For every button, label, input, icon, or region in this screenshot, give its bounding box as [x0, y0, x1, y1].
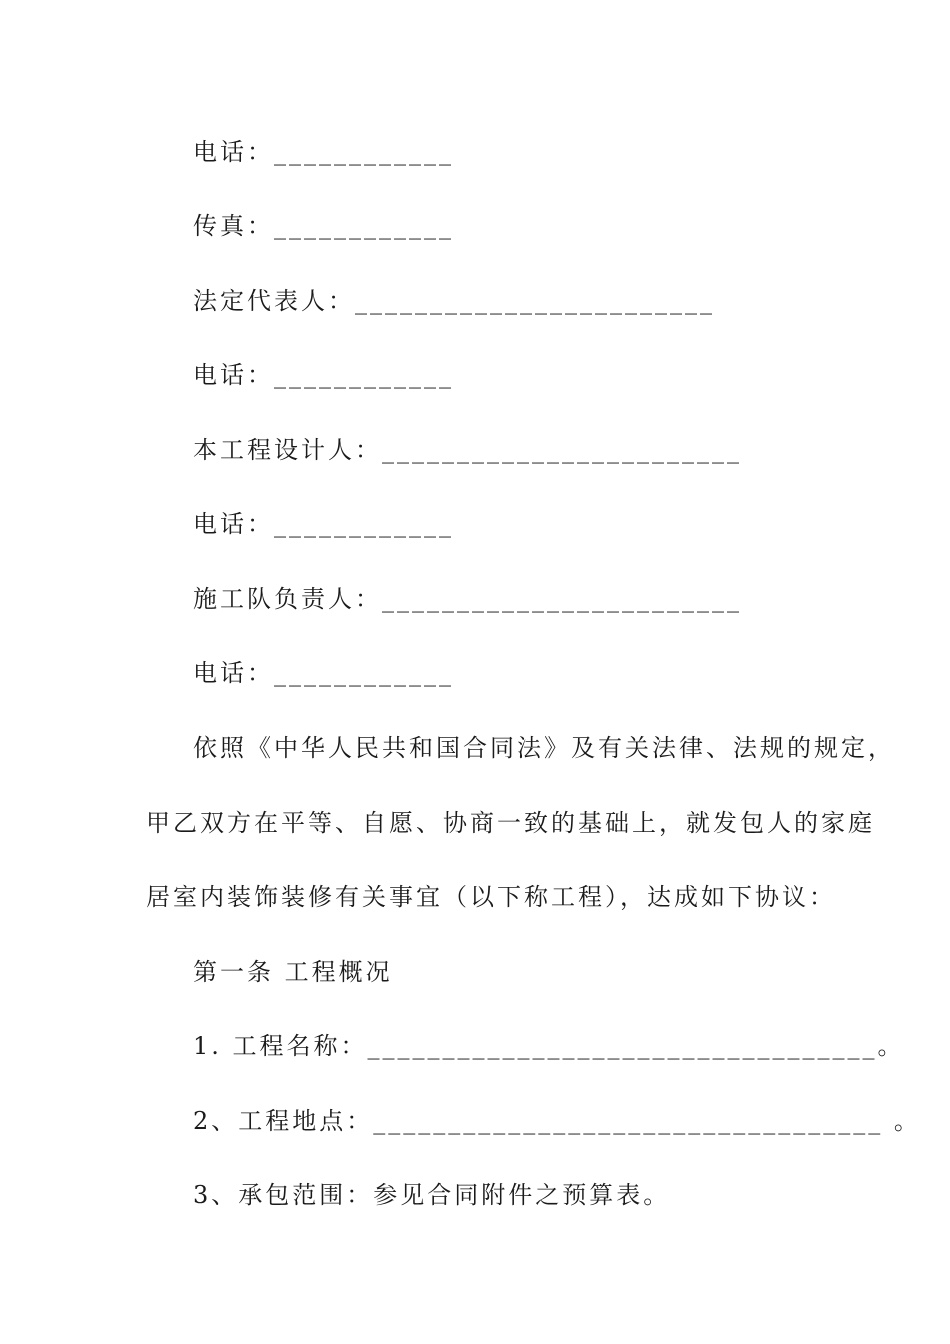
- project-location-line: 2、工程地点：__________________________________ 。: [193, 1107, 921, 1135]
- phone-line-3: 电话：____________: [193, 510, 454, 538]
- article-1-heading: 第一条 工程概况: [193, 958, 393, 986]
- legal-representative-line: 法定代表人：________________________: [193, 287, 715, 315]
- contract-scope-line: 3、承包范围：参见合同附件之预算表。: [193, 1181, 671, 1209]
- designer-line: 本工程设计人：________________________: [193, 436, 742, 464]
- phone-line-4: 电话：____________: [193, 659, 454, 687]
- phone-line-1: 电话：____________: [193, 138, 454, 166]
- fax-line: 传真：____________: [193, 212, 454, 240]
- project-name-line: 1. 工程名称：__________________________________。: [193, 1032, 905, 1060]
- preamble-line-3: 居室内装饰装修有关事宜（以下称工程），达成如下协议：: [146, 883, 836, 911]
- construction-team-lead-line: 施工队负责人：________________________: [193, 585, 742, 613]
- preamble-line-2: 甲乙双方在平等、自愿、协商一致的基础上，就发包人的家庭: [146, 809, 875, 837]
- phone-line-2: 电话：____________: [193, 361, 454, 389]
- preamble-line-1: 依照《中华人民共和国合同法》及有关法律、法规的规定，: [193, 734, 895, 762]
